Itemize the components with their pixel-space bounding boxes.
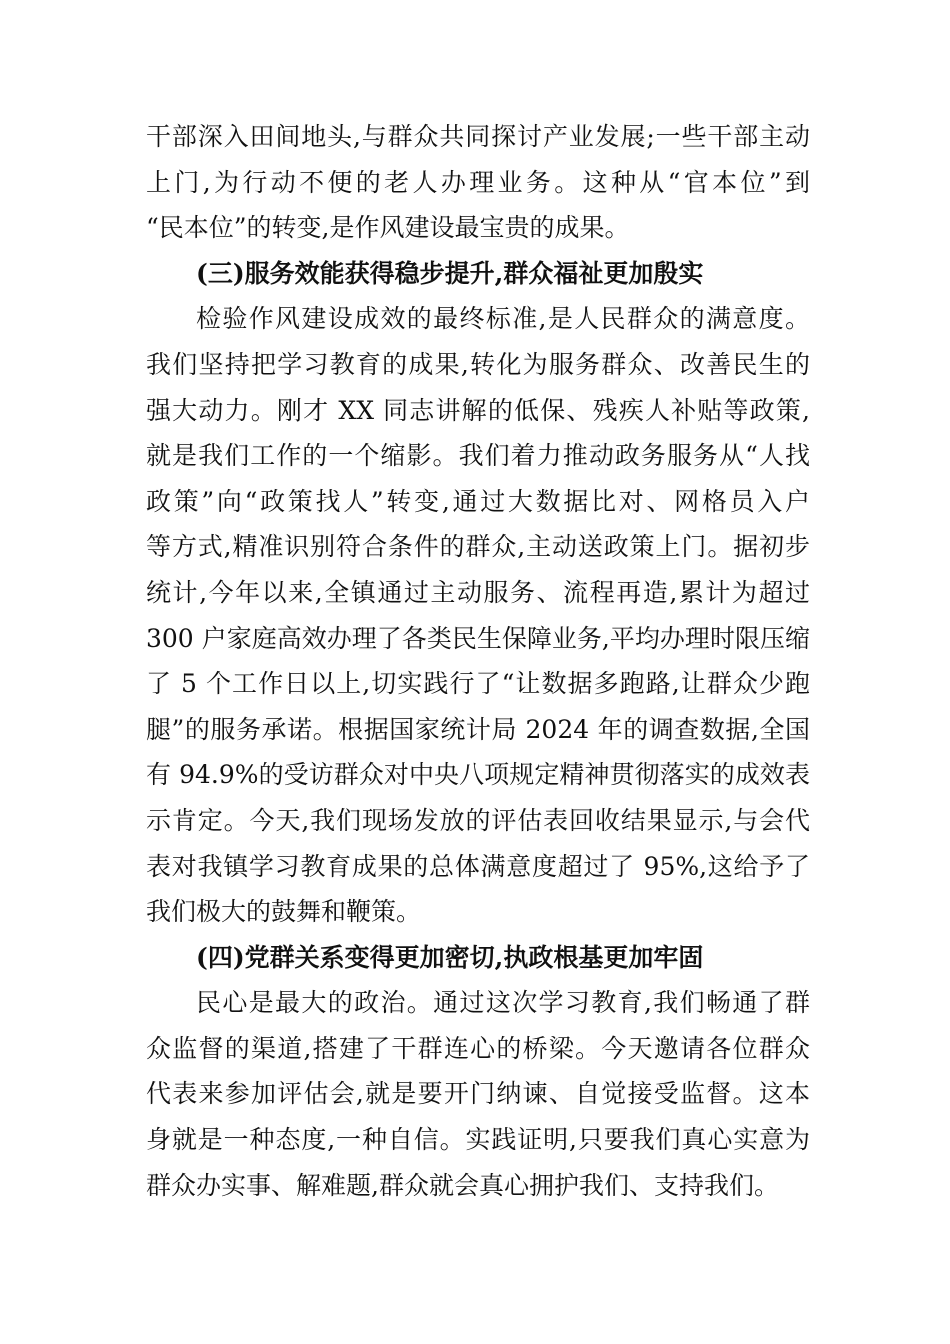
- section-heading-4: (四)党群关系变得更加密切,执政根基更加牢固: [196, 942, 704, 972]
- text-line: “民本位”的转变,是作风建设最宝贵的成果。: [146, 213, 630, 243]
- text-line: 表对我镇学习教育成果的总体满意度超过了 95%,这给予了: [146, 851, 810, 881]
- text-line: 强大动力。刚才 XX 同志讲解的低保、残疾人补贴等政策,: [146, 395, 810, 425]
- document-page: [146, 114, 810, 1208]
- text-line: 民心是最大的政治。通过这次学习教育,我们畅通了群: [196, 988, 810, 1018]
- text-line: 统计,今年以来,全镇通过主动服务、流程再造,累计为超过: [146, 577, 810, 607]
- text-line: 干部深入田间地头,与群众共同探讨产业发展;一些干部主动: [146, 122, 810, 151]
- text-line: 就是我们工作的一个缩影。我们着力推动政务服务从“人找: [146, 441, 810, 471]
- text-line: 众监督的渠道,搭建了干群连心的桥梁。今天邀请各位群众: [146, 1033, 810, 1063]
- text-line: 示肯定。今天,我们现场发放的评估表回收结果显示,与会代: [146, 805, 810, 835]
- text-line: 有 94.9%的受访群众对中央八项规定精神贯彻落实的成效表: [146, 760, 810, 790]
- text-line: 腿”的服务承诺。根据国家统计局 2024 年的调查数据,全国: [146, 714, 810, 744]
- text-line: 政策”向“政策找人”转变,通过大数据比对、网格员入户: [146, 486, 810, 516]
- paragraph-3: [146, 980, 810, 1208]
- text-line: 身就是一种态度,一种自信。实践证明,只要我们真心实意为: [146, 1125, 810, 1155]
- text-line: 了 5 个工作日以上,切实践行了“让数据多跑路,让群众少跑: [146, 669, 810, 699]
- text-line: 我们坚持把学习教育的成果,转化为服务群众、改善民生的: [146, 349, 810, 379]
- text-line: 我们极大的鼓舞和鞭策。: [146, 897, 422, 927]
- text-line: 代表来参加评估会,就是要开门纳谏、自觉接受监督。这本: [146, 1079, 810, 1109]
- paragraph-2: [146, 296, 810, 934]
- text-line: 群众办实事、解难题,群众就会真心拥护我们、支持我们。: [146, 1170, 779, 1200]
- text-line: 检验作风建设成效的最终标准,是人民群众的满意度。: [196, 304, 810, 334]
- paragraph-1: [146, 114, 810, 251]
- text-line: 等方式,精准识别符合条件的群众,主动送政策上门。据初步: [146, 532, 810, 562]
- text-line: 300 户家庭高效办理了各类民生保障业务,平均办理时限压缩: [146, 623, 810, 653]
- text-line: 上门,为行动不便的老人办理业务。这种从“官本位”到: [146, 167, 810, 197]
- section-heading-3: (三)服务效能获得稳步提升,群众福祉更加殷实: [196, 258, 704, 288]
